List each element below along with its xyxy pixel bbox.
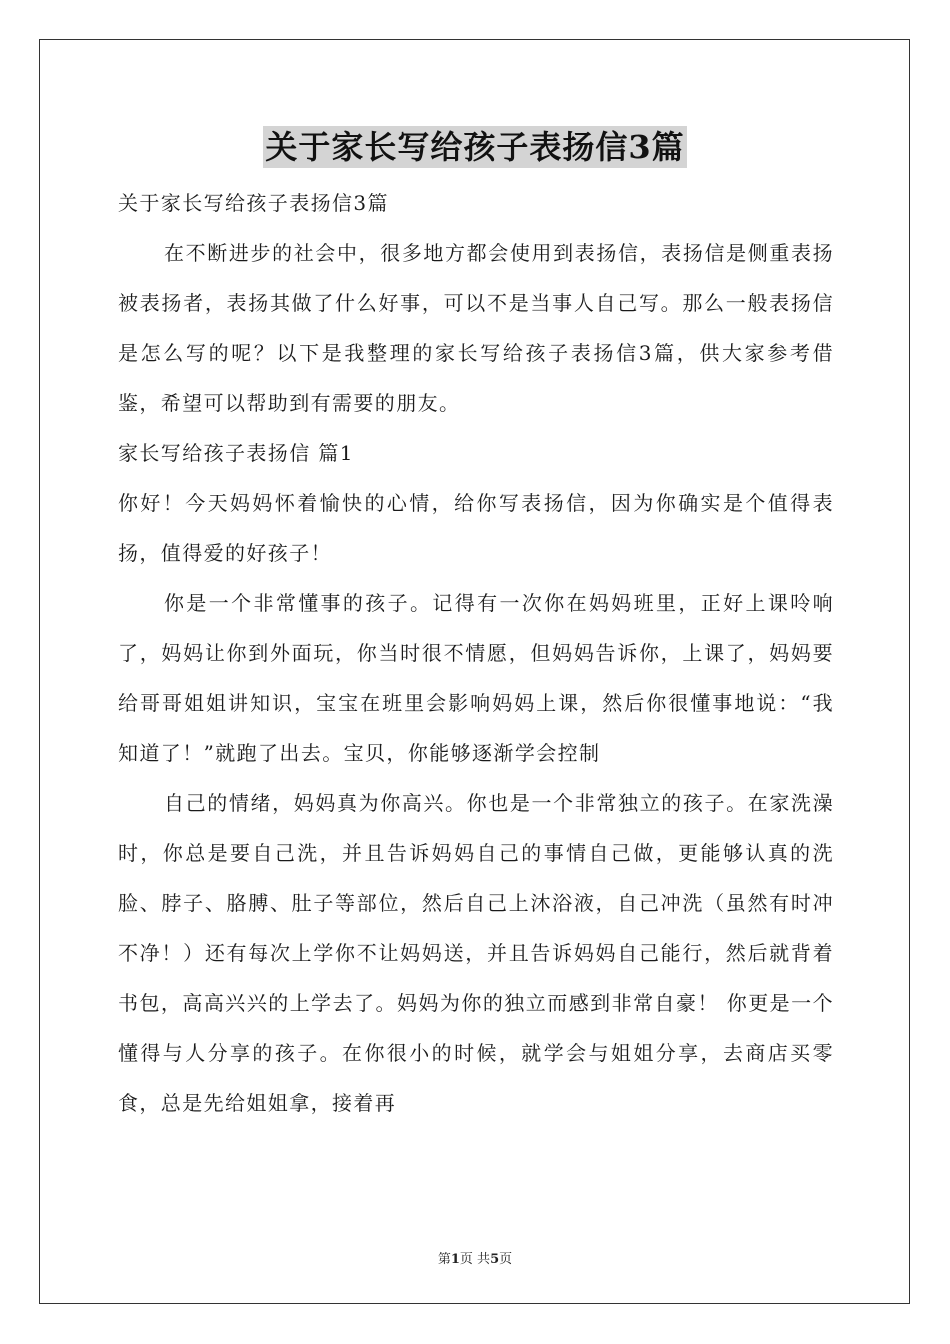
title-container [0,126,950,168]
section-heading: 家长写给孩子表扬信 篇1 [118,441,354,465]
document-body [118,178,834,1128]
body-paragraph-2: 自己的情绪，妈妈真为你高兴。你也是一个非常独立的孩子。在家洗澡时，你总是要自己洗，并且告诉妈妈自己的事情自己做，更能够认真的洗脸、脖子、胳膊、肚子等部位，然后自己上沐浴液，自己冲洗（虽然有时冲不净！）还有每次上学你不让妈妈送，并且告诉妈妈自己能行，然后就背着书包，高高兴兴的上学去了。妈妈为你的独立而感到非常自豪！ 你更是一个懂得与人分享的孩子。在你很小的时候，就学会与姐姐分享，去商店买零食，总是先给姐姐拿，接着再 [118,791,834,1115]
page-footer [0,1248,950,1267]
body-paragraph-1: 你是一个非常懂事的孩子。记得有一次你在妈妈班里，正好上课呤响了，妈妈让你到外面玩，你当时很不情愿，但妈妈告诉你，上课了，妈妈要给哥哥姐姐讲知识，宝宝在班里会影响妈妈上课，然后你很懂事地说：“我知道了！”就跑了出去。宝贝，你能够逐渐学会控制 [118,591,834,765]
greeting-paragraph: 你好！今天妈妈怀着愉快的心情，给你写表扬信，因为你确实是个值得表扬，值得爱的好孩子！ [118,491,834,565]
document-title: 关于家长写给孩子表扬信3篇 [265,128,685,166]
intro-paragraph: 在不断进步的社会中，很多地方都会使用到表扬信，表扬信是侧重表扬被表扬者，表扬其做了什么好事，可以不是当事人自己写。那么一般表扬信是怎么写的呢？以下是我整理的家长写给孩子表扬信3篇，供大家参考借鉴，希望可以帮助到有需要的朋友。 [118,241,834,415]
page-current: 1 [450,1252,460,1267]
document-subtitle: 关于家长写给孩子表扬信3篇 [118,191,389,215]
page-mid: 页 共 [459,1252,491,1267]
page-total: 5 [490,1252,500,1267]
page-prefix: 第 [437,1252,451,1267]
page-suffix: 页 [499,1252,513,1267]
